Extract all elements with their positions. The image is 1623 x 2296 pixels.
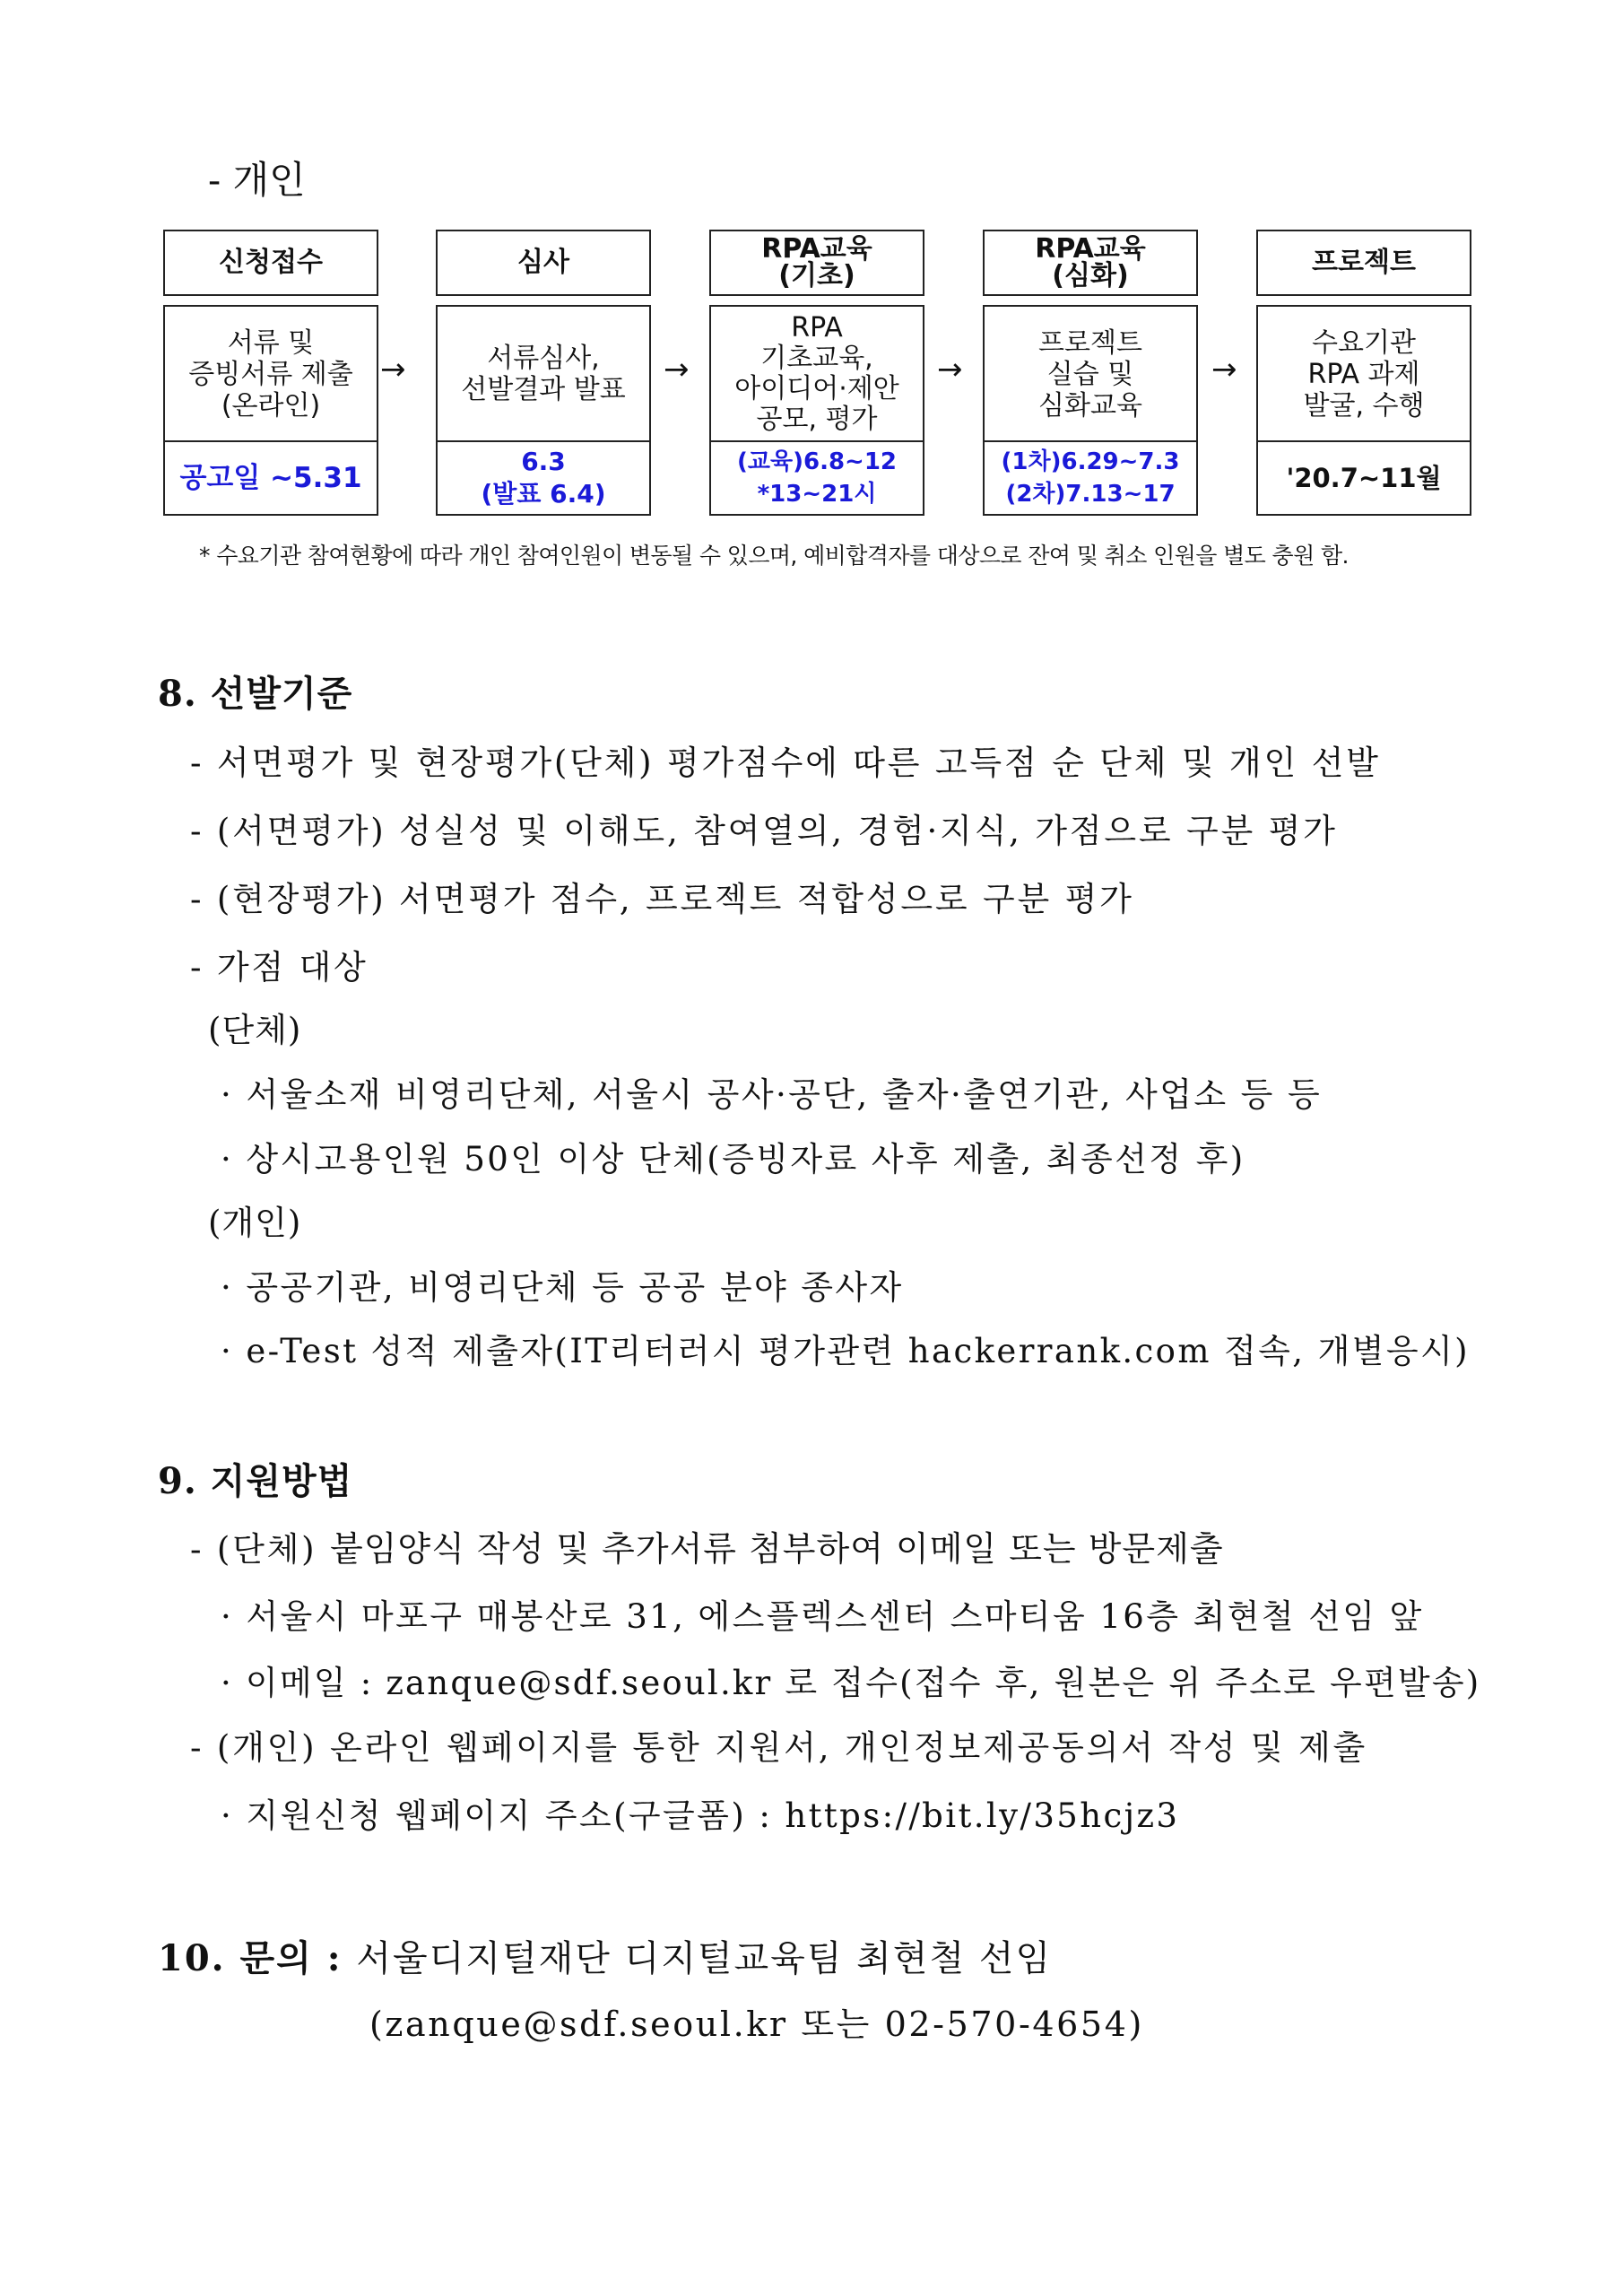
flow-step-5-body-line: 발굴, 수행 bbox=[1303, 389, 1425, 422]
flow-step-4-body-line: 심화교육 bbox=[1038, 389, 1142, 422]
sec9-group-item: · 서울시 마포구 매봉산로 31, 에스플렉스센터 스마티움 16층 최현철 선임 앞 bbox=[221, 1597, 1424, 1636]
flow-step-3-date bbox=[709, 440, 924, 516]
sec9-group-item: · 이메일 : zanque@sdf.seoul.kr 로 접수(접수 후, 원본은 위 주소로 우편발송) bbox=[221, 1664, 1481, 1702]
flow-step-3-body bbox=[709, 305, 924, 441]
flow-step-4-head-line: RPA교육 bbox=[1035, 233, 1146, 265]
flow-step-5-head-line: 프로젝트 bbox=[1312, 247, 1416, 278]
flow-arrow-icon: → bbox=[937, 352, 963, 387]
flow-step-4-date-line: (2차)7.13~17 bbox=[1005, 481, 1176, 508]
flow-step-2-head-line: 심사 bbox=[517, 247, 569, 278]
sec8-indiv-item: · e-Test 성적 제출자(IT리터러시 평가관련 hackerrank.com 접속, 개별응시) bbox=[221, 1332, 1471, 1370]
sec8-indiv-item: · 공공기관, 비영리단체 등 공공 분야 종사자 bbox=[221, 1268, 904, 1307]
flow-step-1-date bbox=[163, 440, 378, 516]
flow-arrow-icon: → bbox=[380, 352, 406, 387]
flow-step-1-body-line: (온라인) bbox=[221, 389, 321, 422]
flow-arrow-icon: → bbox=[1211, 352, 1237, 387]
flow-step-2-body bbox=[436, 305, 651, 441]
flow-step-2-date-line: (발표 6.4) bbox=[481, 479, 606, 509]
sec9-indiv-item: · 지원신청 웹페이지 주소(구글폼) : https://bit.ly/35hcjz3 bbox=[221, 1796, 1180, 1835]
sec8-indiv-label: (개인) bbox=[208, 1204, 302, 1242]
flow-step-2-body-line: 선발결과 발표 bbox=[461, 374, 626, 405]
flow-step-5-body bbox=[1256, 305, 1471, 441]
flow-step-3-body-line: RPA bbox=[791, 312, 843, 344]
sec8-item: - (현장평가) 서면평가 점수, 프로젝트 적합성으로 구분 평가 bbox=[190, 880, 1134, 918]
flow-step-3-body-line: 기초교육, bbox=[760, 343, 873, 374]
section-10-contact-detail: (zanque@sdf.seoul.kr 또는 02-570-4654) bbox=[369, 2005, 1144, 2044]
flow-step-2-date-line: 6.3 bbox=[521, 447, 566, 476]
flow-step-2-date bbox=[436, 440, 651, 516]
sec8-item: - 가점 대상 bbox=[190, 948, 369, 987]
flow-step-5-date bbox=[1256, 440, 1471, 516]
flow-step-2-body-line: 서류심사, bbox=[487, 343, 600, 374]
flow-step-5-body-line: RPA 과제 bbox=[1307, 358, 1420, 390]
footnote: * 수요기관 참여현황에 따라 개인 참여인원이 변동될 수 있으며, 예비합격자를 대상으로 잔여 및 취소 인원을 별도 충원 함. bbox=[199, 543, 1349, 569]
flow-step-5-date-line: '20.7~11월 bbox=[1286, 463, 1442, 493]
sec8-group-item: · 서울소재 비영리단체, 서울시 공사·공단, 출자·출연기관, 사업소 등 등 bbox=[221, 1075, 1323, 1114]
flow-step-3-head bbox=[709, 230, 924, 296]
flow-step-4-date-line: (1차)6.29~7.3 bbox=[1001, 448, 1180, 475]
section-10-contact: 서울디지털재단 디지털교육팀 최현철 선임 bbox=[356, 1938, 1053, 1979]
sec9-group-prefix: - (단체) bbox=[190, 1530, 330, 1569]
flow-step-4-head bbox=[983, 230, 1198, 296]
flow-step-2-head bbox=[436, 230, 651, 296]
flow-step-1-body-line: 서류 및 bbox=[227, 326, 315, 359]
section-9-title: 9. 지원방법 bbox=[158, 1460, 353, 1502]
sec8-group-label: (단체) bbox=[208, 1011, 302, 1049]
section-8-title: 8. 선발기준 bbox=[158, 673, 353, 715]
flow-step-3-body-line: 공모, 평가 bbox=[756, 404, 878, 435]
flow-step-1-date-line: 공고일 ~5.31 bbox=[179, 462, 362, 494]
flow-step-5-body-line: 수요기관 bbox=[1312, 326, 1416, 359]
flow-step-4-head-line: (심화) bbox=[1052, 260, 1129, 291]
sec9-indiv-line: - (개인) 온라인 웹페이지를 통한 지원서, 개인정보제공동의서 작성 및 제출 bbox=[190, 1728, 1368, 1767]
flow-step-3-body-line: 아이디어·제안 bbox=[734, 373, 899, 404]
section-individual-title: - 개인 bbox=[208, 158, 306, 202]
flow-step-1-head bbox=[163, 230, 378, 296]
flow-step-1-body bbox=[163, 305, 378, 441]
section-10-title: 10. 문의 : bbox=[158, 1937, 357, 1979]
flow-step-3-date-line: (교육)6.8~12 bbox=[736, 448, 898, 475]
flow-step-4-body-line: 프로젝트 bbox=[1038, 326, 1142, 359]
flow-step-1-body-line: 증빙서류 제출 bbox=[188, 358, 353, 390]
flow-step-4-body-line: 실습 및 bbox=[1046, 358, 1134, 390]
sec9-group-line bbox=[190, 1521, 1224, 1570]
flow-step-3-head-line: RPA교육 bbox=[761, 233, 872, 265]
section-10 bbox=[158, 1930, 1052, 1981]
flow-step-1-head-line: 신청접수 bbox=[219, 247, 323, 278]
flow-step-5-head bbox=[1256, 230, 1471, 296]
flow-step-3-head-line: (기초) bbox=[778, 260, 855, 291]
flow-step-4-date bbox=[983, 440, 1198, 516]
sec9-group-text: 붙임양식 작성 및 추가서류 첨부하여 이메일 또는 방문제출 bbox=[329, 1529, 1224, 1569]
sec8-group-item: · 상시고용인원 50인 이상 단체(증빙자료 사후 제출, 최종선정 후) bbox=[221, 1140, 1245, 1178]
flow-arrow-icon: → bbox=[664, 352, 690, 387]
flow-step-4-body bbox=[983, 305, 1198, 441]
sec8-item: - 서면평가 및 현장평가(단체) 평가점수에 따른 고득점 순 단체 및 개인 선발 bbox=[190, 744, 1381, 782]
flow-step-3-date-line: *13~21시 bbox=[757, 481, 877, 508]
sec8-item: - (서면평가) 성실성 및 이해도, 참여열의, 경험·지식, 가점으로 구분 평가 bbox=[190, 812, 1338, 850]
